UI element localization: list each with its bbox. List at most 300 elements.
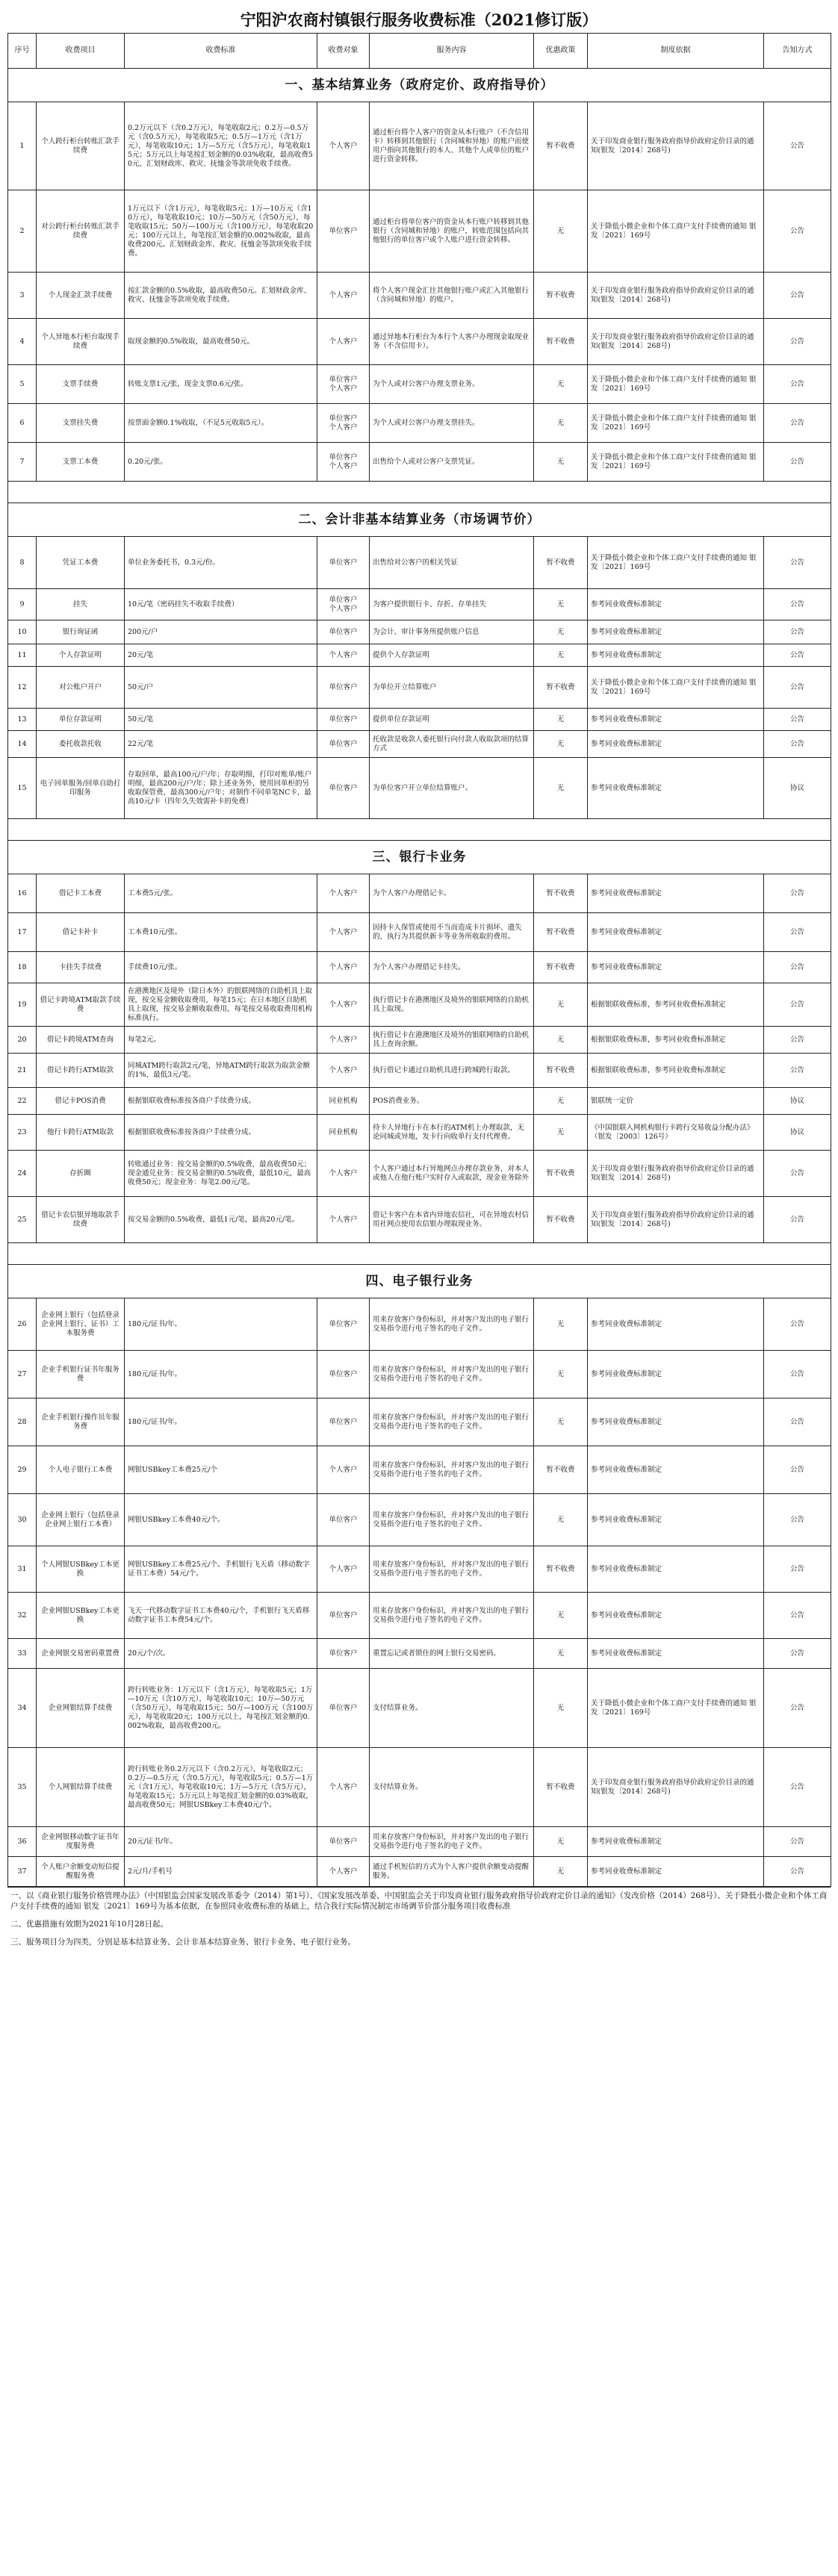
row-no: 23	[8, 1115, 37, 1151]
row-notice: 公告	[764, 983, 831, 1027]
row-content: 因持卡人保管或使用不当而造成卡片损坏、遗失的，执行为其提供新卡等业务所收取的费用。	[370, 913, 534, 952]
row-content: 通过柜台将个人客户的资金从本行账户（不含信用卡）转移到其他银行（含同城和异地）的账户而使用户指向其他银行的本人、其他个人或单位的账户进行资金转移。	[370, 102, 534, 190]
row-basis: 根据银联收费标准，参考同业收费标准制定	[588, 983, 764, 1027]
row-target: 个人客户	[317, 874, 370, 913]
row-basis: 关于印发商业银行服务政府指导价政府定价目录的通知(银发〔2014〕268号)	[588, 1197, 764, 1243]
table-row	[8, 874, 831, 913]
row-target: 个人客户	[317, 319, 370, 365]
row-item: 借记卡跨境ATM取款手续费	[37, 983, 125, 1027]
row-item: 借记卡跨境ATM查询	[37, 1027, 125, 1054]
gap-cell	[8, 819, 831, 841]
row-notice: 公告	[764, 1593, 831, 1639]
row-notice: 公告	[764, 1546, 831, 1593]
row-basis: 关于降低小微企业和个体工商户支付手续费的通知 银发〔2021〕169号	[588, 537, 764, 589]
row-notice: 协议	[764, 758, 831, 819]
table-row	[8, 1546, 831, 1593]
row-basis: 参考同业收费标准制定	[588, 1351, 764, 1399]
row-notice: 公告	[764, 1151, 831, 1197]
row-standard: 1万元以下（含1万元），每笔收取5元；1万—10万元（含10万元），每笔收取10元；10万—50万元（含50万元），每笔收取15元；50万—100万元（含100万元），每笔收取20元；100万元以上，每笔按汇划金额的0.002%收取，最高收费200元。汇划财政金库、救灾、抚恤金等款项免收手续费。	[125, 190, 317, 273]
row-content: 用来存放客户身份标识，并对客户发出的电子银行交易指令进行电子签名的电子文件。	[370, 1298, 534, 1351]
row-notice: 公告	[764, 1351, 831, 1399]
row-discount: 无	[534, 983, 588, 1027]
table-row	[8, 1669, 831, 1748]
row-basis: 参考同业收费标准制定	[588, 1399, 764, 1446]
row-no: 18	[8, 952, 37, 983]
table-row	[8, 589, 831, 620]
row-no: 3	[8, 273, 37, 319]
row-content: 个人客户通过本行异地网点办理存款业务，对本人或他人在他行账户实时存入或取款，现金业务除外	[370, 1151, 534, 1197]
row-notice: 公告	[764, 1446, 831, 1494]
row-no: 6	[8, 404, 37, 443]
row-item: 委托收款托收	[37, 731, 125, 758]
row-no: 24	[8, 1151, 37, 1197]
row-no: 2	[8, 190, 37, 273]
row-item: 企业手机银行证书年服务费	[37, 1351, 125, 1399]
section-gap	[8, 482, 831, 503]
row-discount: 无	[534, 644, 588, 667]
row-basis: 参考同业收费标准制定	[588, 913, 764, 952]
row-discount: 无	[534, 190, 588, 273]
row-notice: 公告	[764, 1639, 831, 1669]
row-item: 个人网银结算手续费	[37, 1748, 125, 1827]
row-standard: 20元/个/次。	[125, 1639, 317, 1669]
row-discount: 暂不收费	[534, 952, 588, 983]
table-row	[8, 1027, 831, 1054]
row-basis: 参考同业收费标准制定	[588, 1639, 764, 1669]
row-basis: 参考同业收费标准制定	[588, 1827, 764, 1857]
row-item: 电子回单服务/回单自助打印服务	[37, 758, 125, 819]
row-content: 支付结算业务。	[370, 1669, 534, 1748]
document-title: 宁阳沪农商村镇银行服务收费标准（2021修订版）	[240, 10, 598, 29]
table-header-row	[8, 34, 831, 69]
row-basis: 关于降低小微企业和个体工商户支付手续费的通知 银发〔2021〕169号	[588, 365, 764, 404]
row-item: 借记卡农信银异地取款手续费	[37, 1197, 125, 1243]
row-basis: 关于印发商业银行服务政府指导价政府定价目录的通知(银发〔2014〕268号)	[588, 319, 764, 365]
row-content: 执行借记卡通过自助机具进行跨城跨行取款。	[370, 1054, 534, 1088]
table-row	[8, 983, 831, 1027]
row-notice: 公告	[764, 190, 831, 273]
row-basis: 银联统一定价	[588, 1088, 764, 1115]
row-no: 10	[8, 620, 37, 644]
row-content: 为个人或对公客户办理支票业务。	[370, 365, 534, 404]
row-no: 32	[8, 1593, 37, 1639]
table-row	[8, 1115, 831, 1151]
row-basis: 参考同业收费标准制定	[588, 952, 764, 983]
gap-cell	[8, 1243, 831, 1265]
row-discount: 暂不收费	[534, 273, 588, 319]
table-row	[8, 1197, 831, 1243]
footnote: 一、以《商业银行服务价格管理办法》（中国银监会国家发展改革委令（2014）第1号）、《国家发展改革委、中国银监会关于印发商业银行服务政府指导价政府定价目录的通知》（发改价格（2014）268号）、关于降低小微企业和个体工商户支付手续费的通知 银发〔2021〕169号为基本依据，在参照同业收费标准的基础上，结合我行实际情况制定市场调节价部分服务项目收费标准	[10, 1891, 828, 1911]
table-row	[8, 758, 831, 819]
row-basis: 参考同业收费标准制定	[588, 620, 764, 644]
row-basis: 《中国银联入网机构银行卡跨行交易收益分配办法》（银发〔2003〕126号）	[588, 1115, 764, 1151]
row-item: 企业手机银行操作员年服务费	[37, 1399, 125, 1446]
table-row	[8, 620, 831, 644]
row-content: 出售给对公客户的相关凭证	[370, 537, 534, 589]
row-notice: 公告	[764, 731, 831, 758]
section-header-row	[8, 503, 831, 537]
row-discount: 无	[534, 758, 588, 819]
row-content: 出售给个人或对公客户支票凭证。	[370, 443, 534, 482]
row-item: 企业网上银行（包括登录企业网上银行工本费）	[37, 1494, 125, 1546]
row-no: 27	[8, 1351, 37, 1399]
row-content: 通过手机短信的方式为个人客户提供余额变动提醒服务。	[370, 1857, 534, 1887]
row-basis: 参考同业收费标准制定	[588, 589, 764, 620]
row-target: 单位客户	[317, 1639, 370, 1669]
row-discount: 暂不收费	[534, 667, 588, 709]
row-discount: 无	[534, 1027, 588, 1054]
table-row	[8, 404, 831, 443]
section-header-row	[8, 1265, 831, 1298]
row-standard: 180元/证书/年。	[125, 1298, 317, 1351]
row-notice: 公告	[764, 952, 831, 983]
table-row	[8, 1088, 831, 1115]
row-notice: 公告	[764, 709, 831, 731]
row-notice: 公告	[764, 102, 831, 190]
row-no: 4	[8, 319, 37, 365]
table-row	[8, 319, 831, 365]
row-content: 持卡人异地行卡在本行的ATM机上办理取款，无论同城或异地，发卡行向收单行支付代理费。	[370, 1115, 534, 1151]
row-standard: 跨行转账业务：1万元以下（含1万元），每笔收取5元；1万—10万元（含10万元），每笔收取10元；10万—50万元（含50万元），每笔收取15元；50万—100万元（含100万元），每笔收取20元；100万元以上，每笔按汇划金额的0.002%收取，最高收费200元。	[125, 1669, 317, 1748]
row-standard: 20元/证书/年。	[125, 1827, 317, 1857]
row-standard: 手续费10元/张。	[125, 952, 317, 983]
row-discount: 暂不收费	[534, 1197, 588, 1243]
row-item: 企业网银移动数字证书年度服务费	[37, 1827, 125, 1857]
row-target: 单位客户	[317, 190, 370, 273]
section-title: 二、会计非基本结算业务（市场调节价）	[8, 503, 831, 537]
row-no: 1	[8, 102, 37, 190]
row-discount: 暂不收费	[534, 1546, 588, 1593]
row-no: 11	[8, 644, 37, 667]
row-content: 为个人客户办理借记卡挂失。	[370, 952, 534, 983]
row-content: 执行借记卡在港澳地区及境外的银联网络的自助机具上取现。	[370, 983, 534, 1027]
row-target: 个人客户	[317, 1857, 370, 1887]
row-content: 为个人客户办理借记卡。	[370, 874, 534, 913]
row-standard: 按交易金额的0.5%收费，最低1元/笔，最高20元/笔。	[125, 1197, 317, 1243]
row-discount: 无	[534, 589, 588, 620]
row-target: 单位客户	[317, 620, 370, 644]
table-row	[8, 1298, 831, 1351]
row-target: 单位客户	[317, 731, 370, 758]
row-standard: 转账通过业务：按交易金额的0.5%收费，最高收费50元；现金通兑业务：按交易金额的0.5%收费，最低10元，最高收费50元；现金业务：每笔2.00元/笔。	[125, 1151, 317, 1197]
row-no: 33	[8, 1639, 37, 1669]
row-target: 单位客户 个人客户	[317, 443, 370, 482]
row-target: 个人客户	[317, 913, 370, 952]
row-basis: 参考同业收费标准制定	[588, 758, 764, 819]
row-item: 支票工本费	[37, 443, 125, 482]
row-notice: 公告	[764, 1857, 831, 1887]
row-basis: 关于印发商业银行服务政府指导价政府定价目录的通知(银发〔2014〕268号)	[588, 1151, 764, 1197]
row-notice: 协议	[764, 1088, 831, 1115]
row-no: 28	[8, 1399, 37, 1446]
row-standard: 每笔2元。	[125, 1027, 317, 1054]
row-item: 单位存款证明	[37, 709, 125, 731]
row-no: 13	[8, 709, 37, 731]
row-item: 他行卡跨行ATM取款	[37, 1115, 125, 1151]
row-standard: 根据银联收费标准按各商户手续费分成。	[125, 1088, 317, 1115]
row-item: 借记卡跨行ATM取款	[37, 1054, 125, 1088]
table-row	[8, 1446, 831, 1494]
table-row	[8, 102, 831, 190]
row-standard: 取现金额的0.5%收取，最高收费50元。	[125, 319, 317, 365]
row-basis: 参考同业收费标准制定	[588, 1446, 764, 1494]
row-notice: 协议	[764, 1115, 831, 1151]
row-standard: 跨行转账业务0.2万元以下（含0.2万元），每笔收取2元；0.2万—0.5万元（含0.5万元），每笔收取5元；0.5万—1万元（含1万元），每笔收取10元；1万—5万元（含5万元），每笔收取15元；5万元以上每笔按汇划金额的0.03%收取，最高收费50元；网银USBkey工本费40元/个。	[125, 1748, 317, 1827]
row-target: 单位客户	[317, 709, 370, 731]
row-content: 通过异地本行柜台为本行个人客户办理现金取现业务（不含信用卡）。	[370, 319, 534, 365]
row-item: 支票手续费	[37, 365, 125, 404]
row-standard: 2元/月/手机号	[125, 1857, 317, 1887]
row-notice: 公告	[764, 404, 831, 443]
row-content: 执行借记卡在港澳地区及境外的银联网络的自助机具上查询余额。	[370, 1027, 534, 1054]
row-notice: 公告	[764, 1027, 831, 1054]
header-no: 序号	[8, 34, 37, 69]
row-standard: 180元/证书/年。	[125, 1399, 317, 1446]
row-content: 借记卡客户在本省内异地农信社，可在异地农村信用社网点使用农信银办理取现业务。	[370, 1197, 534, 1243]
row-notice: 公告	[764, 620, 831, 644]
row-discount: 暂不收费	[534, 1446, 588, 1494]
row-content: 用来存放客户身份标识，并对客户发出的电子银行交易指令进行电子签名的电子文件。	[370, 1546, 534, 1593]
row-content: 用来存放客户身份标识，并对客户发出的电子银行交易指令进行电子签名的电子文件。	[370, 1827, 534, 1857]
row-notice: 公告	[764, 913, 831, 952]
row-discount: 暂不收费	[534, 874, 588, 913]
row-content: 重置忘记或者锁住的网上银行交易密码。	[370, 1639, 534, 1669]
row-target: 单位客户	[317, 758, 370, 819]
row-standard: 转账支票1元/张，现金支票0.6元/张。	[125, 365, 317, 404]
table-row	[8, 1639, 831, 1669]
row-standard: 0.20元/张。	[125, 443, 317, 482]
row-no: 35	[8, 1748, 37, 1827]
row-discount: 无	[534, 1399, 588, 1446]
row-no: 15	[8, 758, 37, 819]
table-row	[8, 1054, 831, 1088]
row-notice: 公告	[764, 1827, 831, 1857]
row-discount: 无	[534, 1351, 588, 1399]
header-item: 收费项目	[37, 34, 125, 69]
header-content: 服务内容	[370, 34, 534, 69]
row-standard: 22元/笔	[125, 731, 317, 758]
row-standard: 50元/笔	[125, 709, 317, 731]
row-content: 用来存放客户身份标识，并对客户发出的电子银行交易指令进行电子签名的电子文件。	[370, 1593, 534, 1639]
row-discount: 无	[534, 1088, 588, 1115]
row-item: 企业网上银行（包括登录企业网上银行、证书）工本服务费	[37, 1298, 125, 1351]
row-no: 36	[8, 1827, 37, 1857]
row-target: 单位客户	[317, 1593, 370, 1639]
row-no: 12	[8, 667, 37, 709]
table-row	[8, 443, 831, 482]
row-target: 个人客户	[317, 1197, 370, 1243]
section-title: 三、银行卡业务	[8, 841, 831, 874]
table-row	[8, 1399, 831, 1446]
row-no: 7	[8, 443, 37, 482]
row-content: 为单位客户开立单位结算账户。	[370, 758, 534, 819]
row-standard: 在港澳地区及境外（除日本外）的银联网络的自助机具上取现，按交易金额收取费用，每笔15元；在日本地区自助机具上取现，按交易金额收取费用，每笔按交易收取费用机构标准执行。	[125, 983, 317, 1027]
row-basis: 关于降低小微企业和个体工商户支付手续费的通知 银发〔2021〕169号	[588, 443, 764, 482]
row-discount: 暂不收费	[534, 1748, 588, 1827]
row-content: 用来存放客户身份标识，并对客户发出的电子银行交易指令进行电子签名的电子文件。	[370, 1351, 534, 1399]
row-target: 个人客户	[317, 273, 370, 319]
table-row	[8, 709, 831, 731]
section-title: 一、基本结算业务（政府定价、政府指导价）	[8, 69, 831, 102]
fee-table	[7, 33, 831, 1887]
row-basis: 参考同业收费标准制定	[588, 731, 764, 758]
row-standard: 单位业务委托书，0.3元/份。	[125, 537, 317, 589]
row-discount: 无	[534, 709, 588, 731]
row-item: 借记卡工本费	[37, 874, 125, 913]
row-discount: 无	[534, 1298, 588, 1351]
section-gap	[8, 819, 831, 841]
row-basis: 关于印发商业银行服务政府指导价政府定价目录的通知(银发〔2014〕268号)	[588, 102, 764, 190]
row-target: 个人客户	[317, 1546, 370, 1593]
row-standard: 同城ATM跨行取款2元/笔，异地ATM跨行取款为取款金额的1%，最低3元/笔。	[125, 1054, 317, 1088]
row-target: 单位客户	[317, 537, 370, 589]
row-basis: 参考同业收费标准制定	[588, 1593, 764, 1639]
row-basis: 关于印发商业银行服务政府指导价政府定价目录的通知(银发〔2014〕268号)	[588, 1748, 764, 1827]
table-row	[8, 1494, 831, 1546]
row-basis: 参考同业收费标准制定	[588, 644, 764, 667]
row-basis: 参考同业收费标准制定	[588, 1494, 764, 1546]
table-row	[8, 644, 831, 667]
row-basis: 关于降低小微企业和个体工商户支付手续费的通知 银发〔2021〕169号	[588, 1669, 764, 1748]
row-no: 26	[8, 1298, 37, 1351]
row-discount: 无	[534, 620, 588, 644]
row-discount: 暂不收费	[534, 102, 588, 190]
row-item: 凭证工本费	[37, 537, 125, 589]
row-basis: 参考同业收费标准制定	[588, 709, 764, 731]
row-item: 对公跨行柜台转账汇款手续费	[37, 190, 125, 273]
row-no: 19	[8, 983, 37, 1027]
table-row	[8, 537, 831, 589]
row-target: 个人客户	[317, 952, 370, 983]
row-standard: 0.2万元以下（含0.2万元），每笔收取2元；0.2万—0.5万元（含0.5万元），每笔收取5元；0.5万—1万元（含1万元），每笔收取10元；1万—5万元（含5万元），每笔收取15元；5万元以上每笔按汇划金额的0.03%收取，最高收费50元，汇划财政库、救灾、抚恤金等款项免收手续费。	[125, 102, 317, 190]
row-standard: 50元/户	[125, 667, 317, 709]
row-content: 将个人客户现金汇往其他银行账户或汇入其他银行（含同城和异地）的账户。	[370, 273, 534, 319]
table-row	[8, 1593, 831, 1639]
row-discount: 暂不收费	[534, 913, 588, 952]
row-item: 挂失	[37, 589, 125, 620]
header-target: 收费对象	[317, 34, 370, 69]
row-target: 个人客户	[317, 644, 370, 667]
row-content: 为个人或对公客户办理支票挂失。	[370, 404, 534, 443]
row-no: 22	[8, 1088, 37, 1115]
row-standard: 飞天一代移动数字证书工本费40元/个，手机银行飞天盾移动数字证书工本费54元/个。	[125, 1593, 317, 1639]
row-standard: 网银USBkey工本费40元/个。	[125, 1494, 317, 1546]
row-item: 卡挂失手续费	[37, 952, 125, 983]
row-no: 30	[8, 1494, 37, 1546]
footnote: 三、服务项目分为四类，分别是基本结算业务、会计非基本结算业务、银行卡业务、电子银行业务。	[10, 1938, 356, 1947]
row-content: 用来存放客户身份标识，并对客户发出的电子银行交易指令进行电子签名的电子文件。	[370, 1494, 534, 1546]
row-content: 用来存放客户身份标识，并对客户发出的电子银行交易指令进行电子签名的电子文件。	[370, 1446, 534, 1494]
row-no: 8	[8, 537, 37, 589]
row-discount: 无	[534, 1115, 588, 1151]
row-standard: 10元/笔（密码挂失不收取手续费）	[125, 589, 317, 620]
section-gap	[8, 1243, 831, 1265]
section-header-row	[8, 69, 831, 102]
row-item: 个人异地本行柜台取现手续费	[37, 319, 125, 365]
row-content: 为会计、审计事务所提供账户信息	[370, 620, 534, 644]
row-target: 单位客户	[317, 1351, 370, 1399]
row-no: 34	[8, 1669, 37, 1748]
row-item: 企业网银结算手续费	[37, 1669, 125, 1748]
table-row	[8, 667, 831, 709]
row-item: 个人账户余额变动短信提醒服务费	[37, 1857, 125, 1887]
table-row	[8, 1857, 831, 1887]
row-target: 单位客户 个人客户	[317, 589, 370, 620]
header-notice: 告知方式	[764, 34, 831, 69]
header-basis: 制度依据	[588, 34, 764, 69]
row-notice: 公告	[764, 443, 831, 482]
row-notice: 公告	[764, 1054, 831, 1088]
row-item: 借记卡补卡	[37, 913, 125, 952]
row-basis: 根据银联收费标准，参考同业收费标准制定	[588, 1054, 764, 1088]
row-target: 个人客户	[317, 102, 370, 190]
row-discount: 暂不收费	[534, 537, 588, 589]
row-content: 提供单位存款证明	[370, 709, 534, 731]
row-no: 16	[8, 874, 37, 913]
table-row	[8, 913, 831, 952]
row-no: 14	[8, 731, 37, 758]
row-notice: 公告	[764, 1669, 831, 1748]
row-target: 个人客户	[317, 1151, 370, 1197]
row-discount: 无	[534, 731, 588, 758]
row-no: 20	[8, 1027, 37, 1054]
row-content: 提供个人存款证明	[370, 644, 534, 667]
table-row	[8, 1351, 831, 1399]
table-row	[8, 190, 831, 273]
row-notice: 公告	[764, 1399, 831, 1446]
row-discount: 无	[534, 1669, 588, 1748]
row-target: 同业机构	[317, 1115, 370, 1151]
row-target: 个人客户	[317, 1027, 370, 1054]
row-discount: 无	[534, 1827, 588, 1857]
row-item: 企业网银USBkey工本更换	[37, 1593, 125, 1639]
row-standard: 20元/笔	[125, 644, 317, 667]
row-discount: 无	[534, 404, 588, 443]
row-item: 支票挂失费	[37, 404, 125, 443]
row-discount: 暂不收费	[534, 1054, 588, 1088]
row-basis: 关于降低小微企业和个体工商户支付手续费的通知 银发〔2021〕169号	[588, 190, 764, 273]
row-no: 37	[8, 1857, 37, 1887]
row-item: 个人电子银行工本费	[37, 1446, 125, 1494]
row-item: 借记卡POS消费	[37, 1088, 125, 1115]
row-basis: 关于降低小微企业和个体工商户支付手续费的通知 银发〔2021〕169号	[588, 667, 764, 709]
row-notice: 公告	[764, 644, 831, 667]
row-standard: 180元/证书/年。	[125, 1351, 317, 1399]
row-basis: 参考同业收费标准制定	[588, 1298, 764, 1351]
row-basis: 关于印发商业银行服务政府指导价政府定价目录的通知(银发〔2014〕268号)	[588, 273, 764, 319]
row-target: 单位客户	[317, 1298, 370, 1351]
row-notice: 公告	[764, 1748, 831, 1827]
gap-cell	[8, 482, 831, 503]
row-standard: 工本费5元/张。	[125, 874, 317, 913]
row-no: 31	[8, 1546, 37, 1593]
row-standard: 网银USBkey工本费25元/个。手机银行飞天盾（移动数字证书工本费）54元/个。	[125, 1546, 317, 1593]
table-row	[8, 365, 831, 404]
row-target: 个人客户	[317, 1748, 370, 1827]
row-notice: 公告	[764, 273, 831, 319]
row-item: 个人网银USBkey工本更换	[37, 1546, 125, 1593]
table-row	[8, 731, 831, 758]
table-row	[8, 1151, 831, 1197]
table-row	[8, 1827, 831, 1857]
row-discount: 暂不收费	[534, 1151, 588, 1197]
row-standard: 按汇款金额的0.5%收取，最高收费50元。汇划财政金库、救灾、抚恤金等款项免收手续费。	[125, 273, 317, 319]
row-notice: 公告	[764, 365, 831, 404]
row-content: 托收款是收款人委托银行向付款人收取款项的结算方式	[370, 731, 534, 758]
row-standard: 按票面金额0.1%收取，（不足5元收取5元）。	[125, 404, 317, 443]
row-no: 17	[8, 913, 37, 952]
row-no: 29	[8, 1446, 37, 1494]
